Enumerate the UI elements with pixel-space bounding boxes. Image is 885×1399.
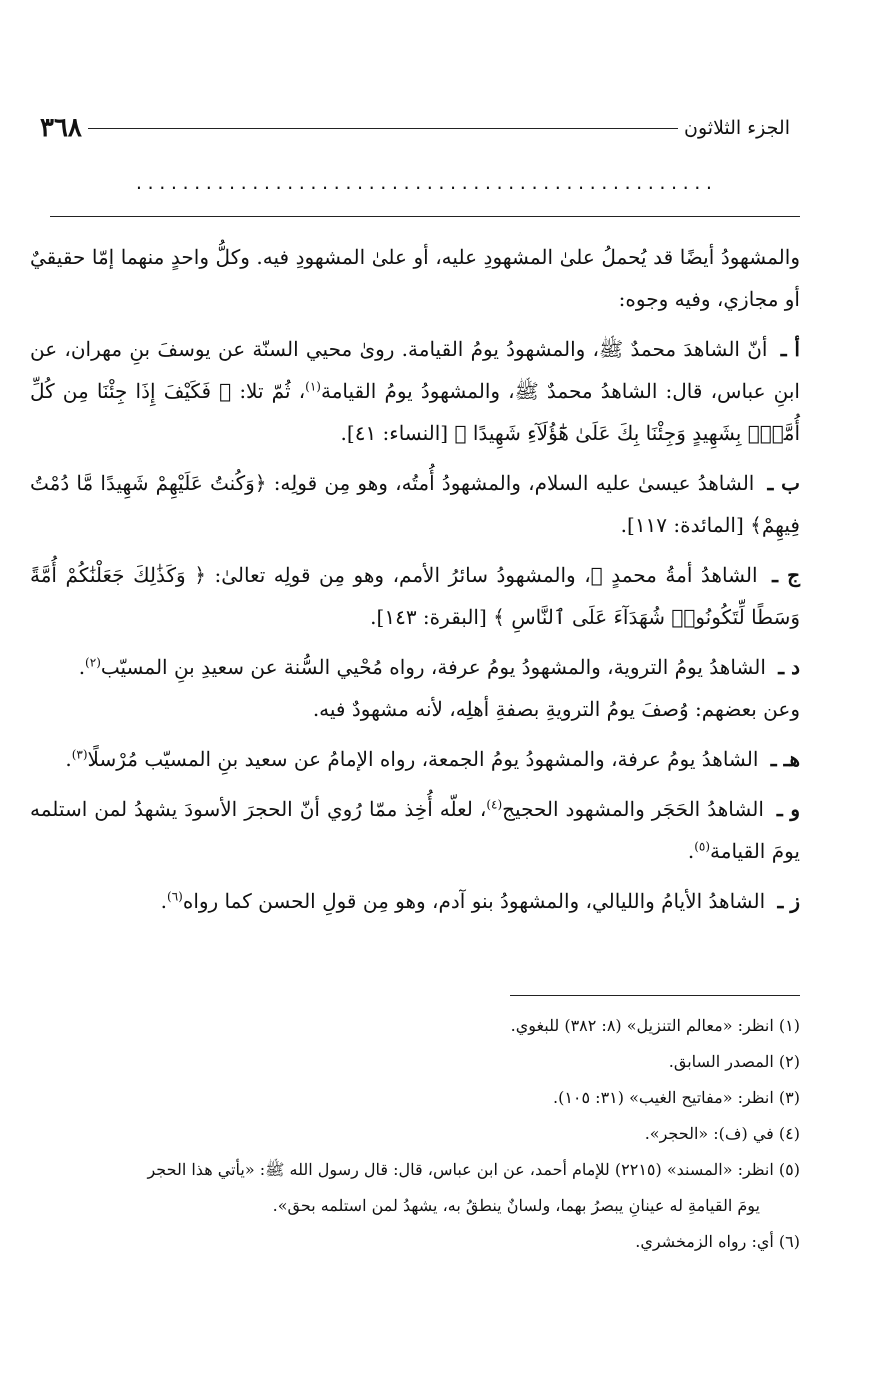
footnote-text: المصدر السابق. <box>668 1052 774 1071</box>
list-item-waw <box>30 788 800 872</box>
footnote <box>30 1008 800 1044</box>
item-mark: ج ـ <box>772 563 801 587</box>
footnote-number: (٣) <box>778 1088 800 1107</box>
footnote <box>30 1116 800 1152</box>
footnote-text: أي: رواه الزمخشري. <box>635 1232 774 1251</box>
footnote-rule <box>510 995 800 996</box>
footnote <box>30 1224 800 1260</box>
dotted-separator: .................................................. <box>134 178 716 190</box>
footnote <box>30 1080 800 1116</box>
item-mark: أ ـ <box>780 337 800 361</box>
item-text-cont: ، ثُمّ تلا: ﴿ فَكَيْفَ إِذَا جِئْنَا مِن كُلِّ أُمَّةٍۭ بِشَهِيدٍ وَجِئْنَا بِكَ عَلَىٰ هَٰٓؤُلَآءِ شَهِيدًا ﴾ [النساء: ٤١]. <box>30 379 800 445</box>
list-item-alef <box>30 328 800 454</box>
page-number: ٣٦٨ <box>40 113 82 143</box>
footnote-number: (٢) <box>778 1052 800 1071</box>
item-mark: هـ ـ <box>770 747 800 771</box>
footnote-number: (٦) <box>778 1232 800 1251</box>
list-item-ha <box>30 738 800 780</box>
item-text: الشاهدُ يومُ التروية، والمشهودُ يومُ عرفة، رواه مُحْيي السُّنة عن سعيدِ بنِ المسيّب <box>100 655 766 679</box>
list-item-ba <box>30 462 800 546</box>
page <box>30 0 800 1399</box>
item-text-cont: . <box>78 655 86 679</box>
item-text: الشاهدُ أمةُ محمدٍ ﷺ، والمشهودُ سائرُ الأمم، وهو مِن قولِه تعالىٰ: ﴿ وَكَذَٰلِكَ جَعَلْنَٰكُمْ أُمَّةً وَسَطًا لِّتَكُونُوا۟ شُهَدَآءَ عَلَى ٱلنَّاسِ ﴾ [البقرة: ١٤٣]. <box>30 563 800 629</box>
footnote-ref: (٣) <box>71 747 88 762</box>
footnote-text: انظر: «مفاتيح الغيب» (٣١: ١٠٥). <box>552 1088 774 1107</box>
item-continuation: وعن بعضهم: وُصفَ يومُ الترويةِ بصفةِ أهلِه، لأنه مشهودٌ فيه. <box>312 697 800 721</box>
footnotes <box>30 1008 800 1260</box>
footnote-number: (١) <box>778 1016 800 1035</box>
item-text-cont: . <box>160 889 168 913</box>
item-text: الشاهدُ الحَجَر والمشهود الحجيج <box>502 797 764 821</box>
item-text: الشاهدُ الأيامُ والليالي، والمشهودُ بنو آدم، وهو مِن قولِ الحسن كما رواه <box>182 889 766 913</box>
intro-paragraph: والمشهودُ أيضًا قد يُحملُ علىٰ المشهودِ عليه، أو علىٰ المشهودِ فيه. وكلُّ واحدٍ منهما إمّا حقيقيٌ أو مجازي، وفيه وجوه: <box>30 245 800 311</box>
header-rule <box>88 128 678 129</box>
footnote-text: انظر: «معالم التنزيل» (٨: ٣٨٢) للبغوي. <box>510 1016 774 1035</box>
list-item-zay <box>30 880 800 922</box>
footnote-ref: (١) <box>305 379 321 394</box>
item-mark: د ـ <box>778 655 800 679</box>
item-mark: و ـ <box>776 797 801 821</box>
main-text <box>30 236 800 930</box>
footnote-text: في (ف): «الحجر». <box>644 1124 774 1143</box>
footnote-number: (٥) <box>778 1160 800 1179</box>
part-title: الجزء الثلاثون <box>684 117 790 139</box>
item-text-end: . <box>687 839 695 863</box>
item-text: أنّ الشاهدَ محمدٌ ﷺ، والمشهودُ يومُ القيامة. روىٰ محيي السنّة عن يوسفَ بنِ مهران، عن ابنِ عباس، قال: الشاهدُ محمدٌ ﷺ، والمشهودُ يومُ القيامة <box>30 337 800 403</box>
running-header <box>30 108 800 148</box>
footnote-ref: (٥) <box>694 839 711 854</box>
item-text: الشاهدُ يومُ عرفة، والمشهودُ يومُ الجمعة، رواه الإمامُ عن سعيد بنِ المسيّب مُرْسلًا <box>87 747 759 771</box>
footnote-number: (٤) <box>778 1124 800 1143</box>
footnote <box>30 1152 800 1188</box>
item-text-cont: ، لعلّه أُخِذ ممّا رُوي أنّ الحجرَ الأسودَ يشهدُ لمن استلمه يومَ القيامة <box>30 797 800 863</box>
item-mark: ب ـ <box>767 471 801 495</box>
footnote-ref: (٢) <box>85 655 101 670</box>
footnote-ref: (٦) <box>167 889 183 904</box>
top-rule <box>50 216 800 217</box>
item-text-cont: . <box>65 747 72 771</box>
item-text: الشاهدُ عيسىٰ عليه السلام، والمشهودُ أُمتُه، وهو مِن قولِه: ﴿وَكُنتُ عَلَيْهِمْ شَهِيدًا مَّا دُمْتُ فِيهِمْ﴾ [المائدة: ١١٧]. <box>30 471 800 537</box>
list-item-jim <box>30 554 800 638</box>
item-mark: ز ـ <box>777 889 800 913</box>
footnote <box>30 1044 800 1080</box>
footnote-text: انظر: «المسند» (٢٢١٥) للإمام أحمد، عن ابن عباس، قال: قال رسول الله ﷺ: «يأتي هذا الحجر <box>147 1160 774 1179</box>
list-item-dal <box>30 646 800 730</box>
footnote-ref: (٤) <box>486 797 503 812</box>
footnote-continuation: يومَ القيامةِ له عينانِ يبصرُ بهما، ولسانٌ ينطقُ به، يشهدُ لمن استلمه بحق». <box>272 1196 760 1215</box>
